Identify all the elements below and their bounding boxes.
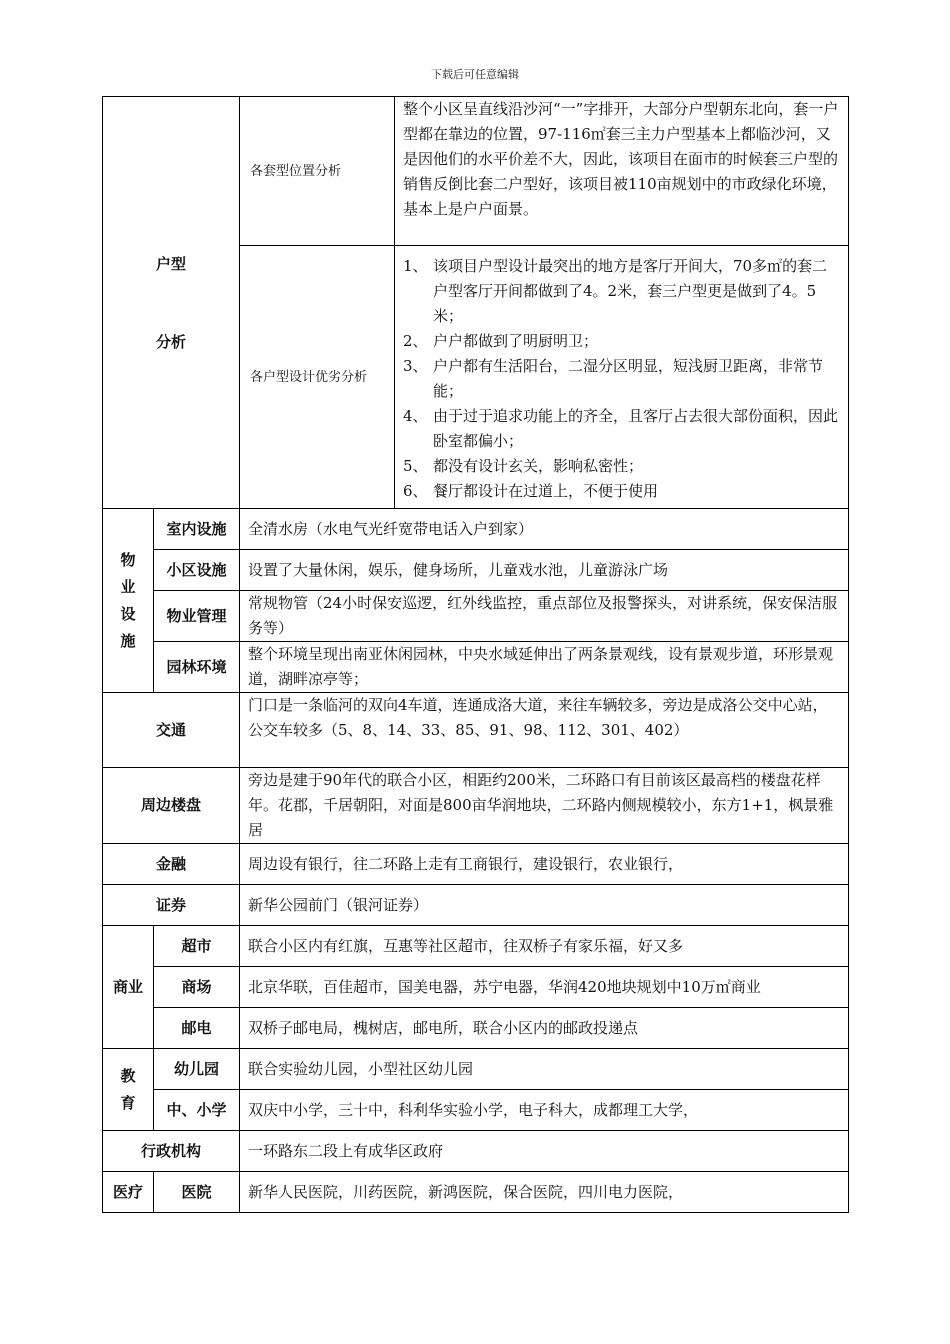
table-row	[103, 509, 849, 550]
yiliao-label: 医疗	[103, 1172, 154, 1213]
wuye-row-text: 整个环境呈现出南亚休闲园林，中央水域延伸出了两条景观线，设有景观步道，环形景观道，湖畔凉亭等；	[240, 642, 849, 693]
table-row	[103, 1049, 849, 1090]
shangye-row-text: 联合小区内有红旗，互惠等社区超市，往双桥子有家乐福，好又多	[240, 926, 849, 967]
yiliao-sub-label: 医院	[154, 1172, 240, 1213]
jiaotong-label: 交通	[103, 693, 240, 768]
jinrong-text: 周边设有银行，往二环路上走有工商银行，建设银行，农业银行，	[240, 844, 849, 885]
design-list-item	[403, 254, 840, 329]
zhengquan-label: 证券	[103, 885, 240, 926]
design-list-number: 3、	[403, 357, 428, 375]
shangye-label: 商业	[103, 926, 154, 1049]
position-analysis-text: 整个小区呈直线沿沙河“一”字排开，大部分户型朝东北向，套一户型都在靠边的位置，97-116㎡套三主力户型基本上都临沙河，又是因他们的水平价差不大，因此，该项目在面市的时候套三户型的销售反倒比套二户型好，该项目被110亩规划中的市政绿化环境，基本上是户户面景。	[395, 97, 849, 246]
position-analysis-label: 各套型位置分析	[240, 97, 395, 246]
shangye-row-label: 邮电	[154, 1008, 240, 1049]
jiaoyu-row-label: 幼儿园	[154, 1049, 240, 1090]
table-row	[103, 885, 849, 926]
design-list-text: 都没有设计玄关，影响私密性；	[433, 457, 644, 475]
design-list-number: 2、	[403, 332, 428, 350]
wuye-row-label: 室内设施	[154, 509, 240, 550]
design-list-number: 4、	[403, 407, 428, 425]
property-analysis-table	[102, 96, 849, 1213]
wuye-row-label: 园林环境	[154, 642, 240, 693]
shangye-row-text: 双桥子邮电局，槐树店，邮电所，联合小区内的邮政投递点	[240, 1008, 849, 1049]
table-row	[103, 1008, 849, 1049]
design-list-item	[403, 404, 840, 454]
wuye-row-text: 设置了大量休闲，娱乐，健身场所，儿童戏水池，儿童游泳广场	[240, 550, 849, 591]
design-list-text: 户户都有生活阳台，二湿分区明显，短浅厨卫距离，非常节能；	[433, 357, 824, 400]
jiaoyu-row-text: 联合实验幼儿园，小型社区幼儿园	[240, 1049, 849, 1090]
table-row	[103, 768, 849, 844]
design-list-item	[403, 479, 840, 504]
jinrong-label: 金融	[103, 844, 240, 885]
table-row	[103, 967, 849, 1008]
header-note: 下载后可任意编辑	[431, 68, 519, 81]
design-list-number: 5、	[403, 457, 428, 475]
table-row	[103, 591, 849, 642]
huxing-label	[103, 97, 240, 509]
wuye-row-text: 常规物管（24小时保安巡逻，红外线监控，重点部位及报警探头，对讲系统，保安保洁服务等）	[240, 591, 849, 642]
wuye-label: 物 业 设 施	[103, 509, 154, 693]
wuye-row-text: 全清水房（水电气光纤宽带电话入户到家）	[240, 509, 849, 550]
table-row	[103, 1172, 849, 1213]
huxing-label-line1: 户型	[156, 254, 187, 273]
wuye-row-label: 小区设施	[154, 550, 240, 591]
design-list-item	[403, 354, 840, 404]
shangye-row-label: 商场	[154, 967, 240, 1008]
table-row	[103, 926, 849, 967]
zhengquan-text: 新华公园前门（银河证券）	[240, 885, 849, 926]
shangye-row-text: 北京华联，百佳超市，国美电器，苏宁电器，华润420地块规划中10万㎡商业	[240, 967, 849, 1008]
table-row	[103, 642, 849, 693]
table-row	[103, 1090, 849, 1131]
shangye-row-label: 超市	[154, 926, 240, 967]
zhoubian-label: 周边楼盘	[103, 768, 240, 844]
wuye-row-label: 物业管理	[154, 591, 240, 642]
table-row	[103, 844, 849, 885]
design-list-number: 1、	[403, 257, 428, 275]
table-row	[103, 97, 849, 246]
zhoubian-text: 旁边是建于90年代的联合小区，相距约200米，二环路口有目前该区最高档的楼盘花样年。花郡，千居朝阳，对面是800亩华润地块，二环路内侧规模较小，东方1+1，枫景雅居	[240, 768, 849, 844]
design-list-item	[403, 454, 840, 479]
jiaoyu-row-label: 中、小学	[154, 1090, 240, 1131]
design-list-text: 餐厅都设计在过道上，不便于使用	[433, 482, 659, 500]
design-list-number: 6、	[403, 482, 428, 500]
table-row	[103, 550, 849, 591]
design-list-text: 由于过于追求功能上的齐全，且客厅占去很大部份面积，因此卧室都偏小；	[433, 407, 839, 450]
yiliao-text: 新华人民医院，川药医院，新鸿医院，保合医院，四川电力医院，	[240, 1172, 849, 1213]
design-list-text: 该项目户型设计最突出的地方是客厅开间大，70多㎡的套二户型客厅开间都做到了4。2米，套三户型更是做到了4。5米；	[433, 257, 828, 325]
jiaotong-text: 门口是一条临河的双向4车道，连通成洛大道，来往车辆较多，旁边是成洛公交中心站，公交车较多（5、8、14、33、85、91、98、112、301、402）	[240, 693, 849, 768]
jiaoyu-label: 教 育	[103, 1049, 154, 1131]
design-list-item	[403, 329, 840, 354]
xingzheng-text: 一环路东二段上有成华区政府	[240, 1131, 849, 1172]
table-row	[103, 693, 849, 768]
table-row	[103, 1131, 849, 1172]
huxing-label-line2: 分析	[156, 332, 187, 351]
jiaoyu-row-text: 双庆中小学，三十中，科利华实验小学，电子科大，成都理工大学，	[240, 1090, 849, 1131]
design-list-text: 户户都做到了明厨明卫；	[433, 332, 599, 350]
design-analysis-list	[395, 246, 849, 509]
design-analysis-label: 各户型设计优劣分析	[240, 246, 395, 509]
xingzheng-label: 行政机构	[103, 1131, 240, 1172]
